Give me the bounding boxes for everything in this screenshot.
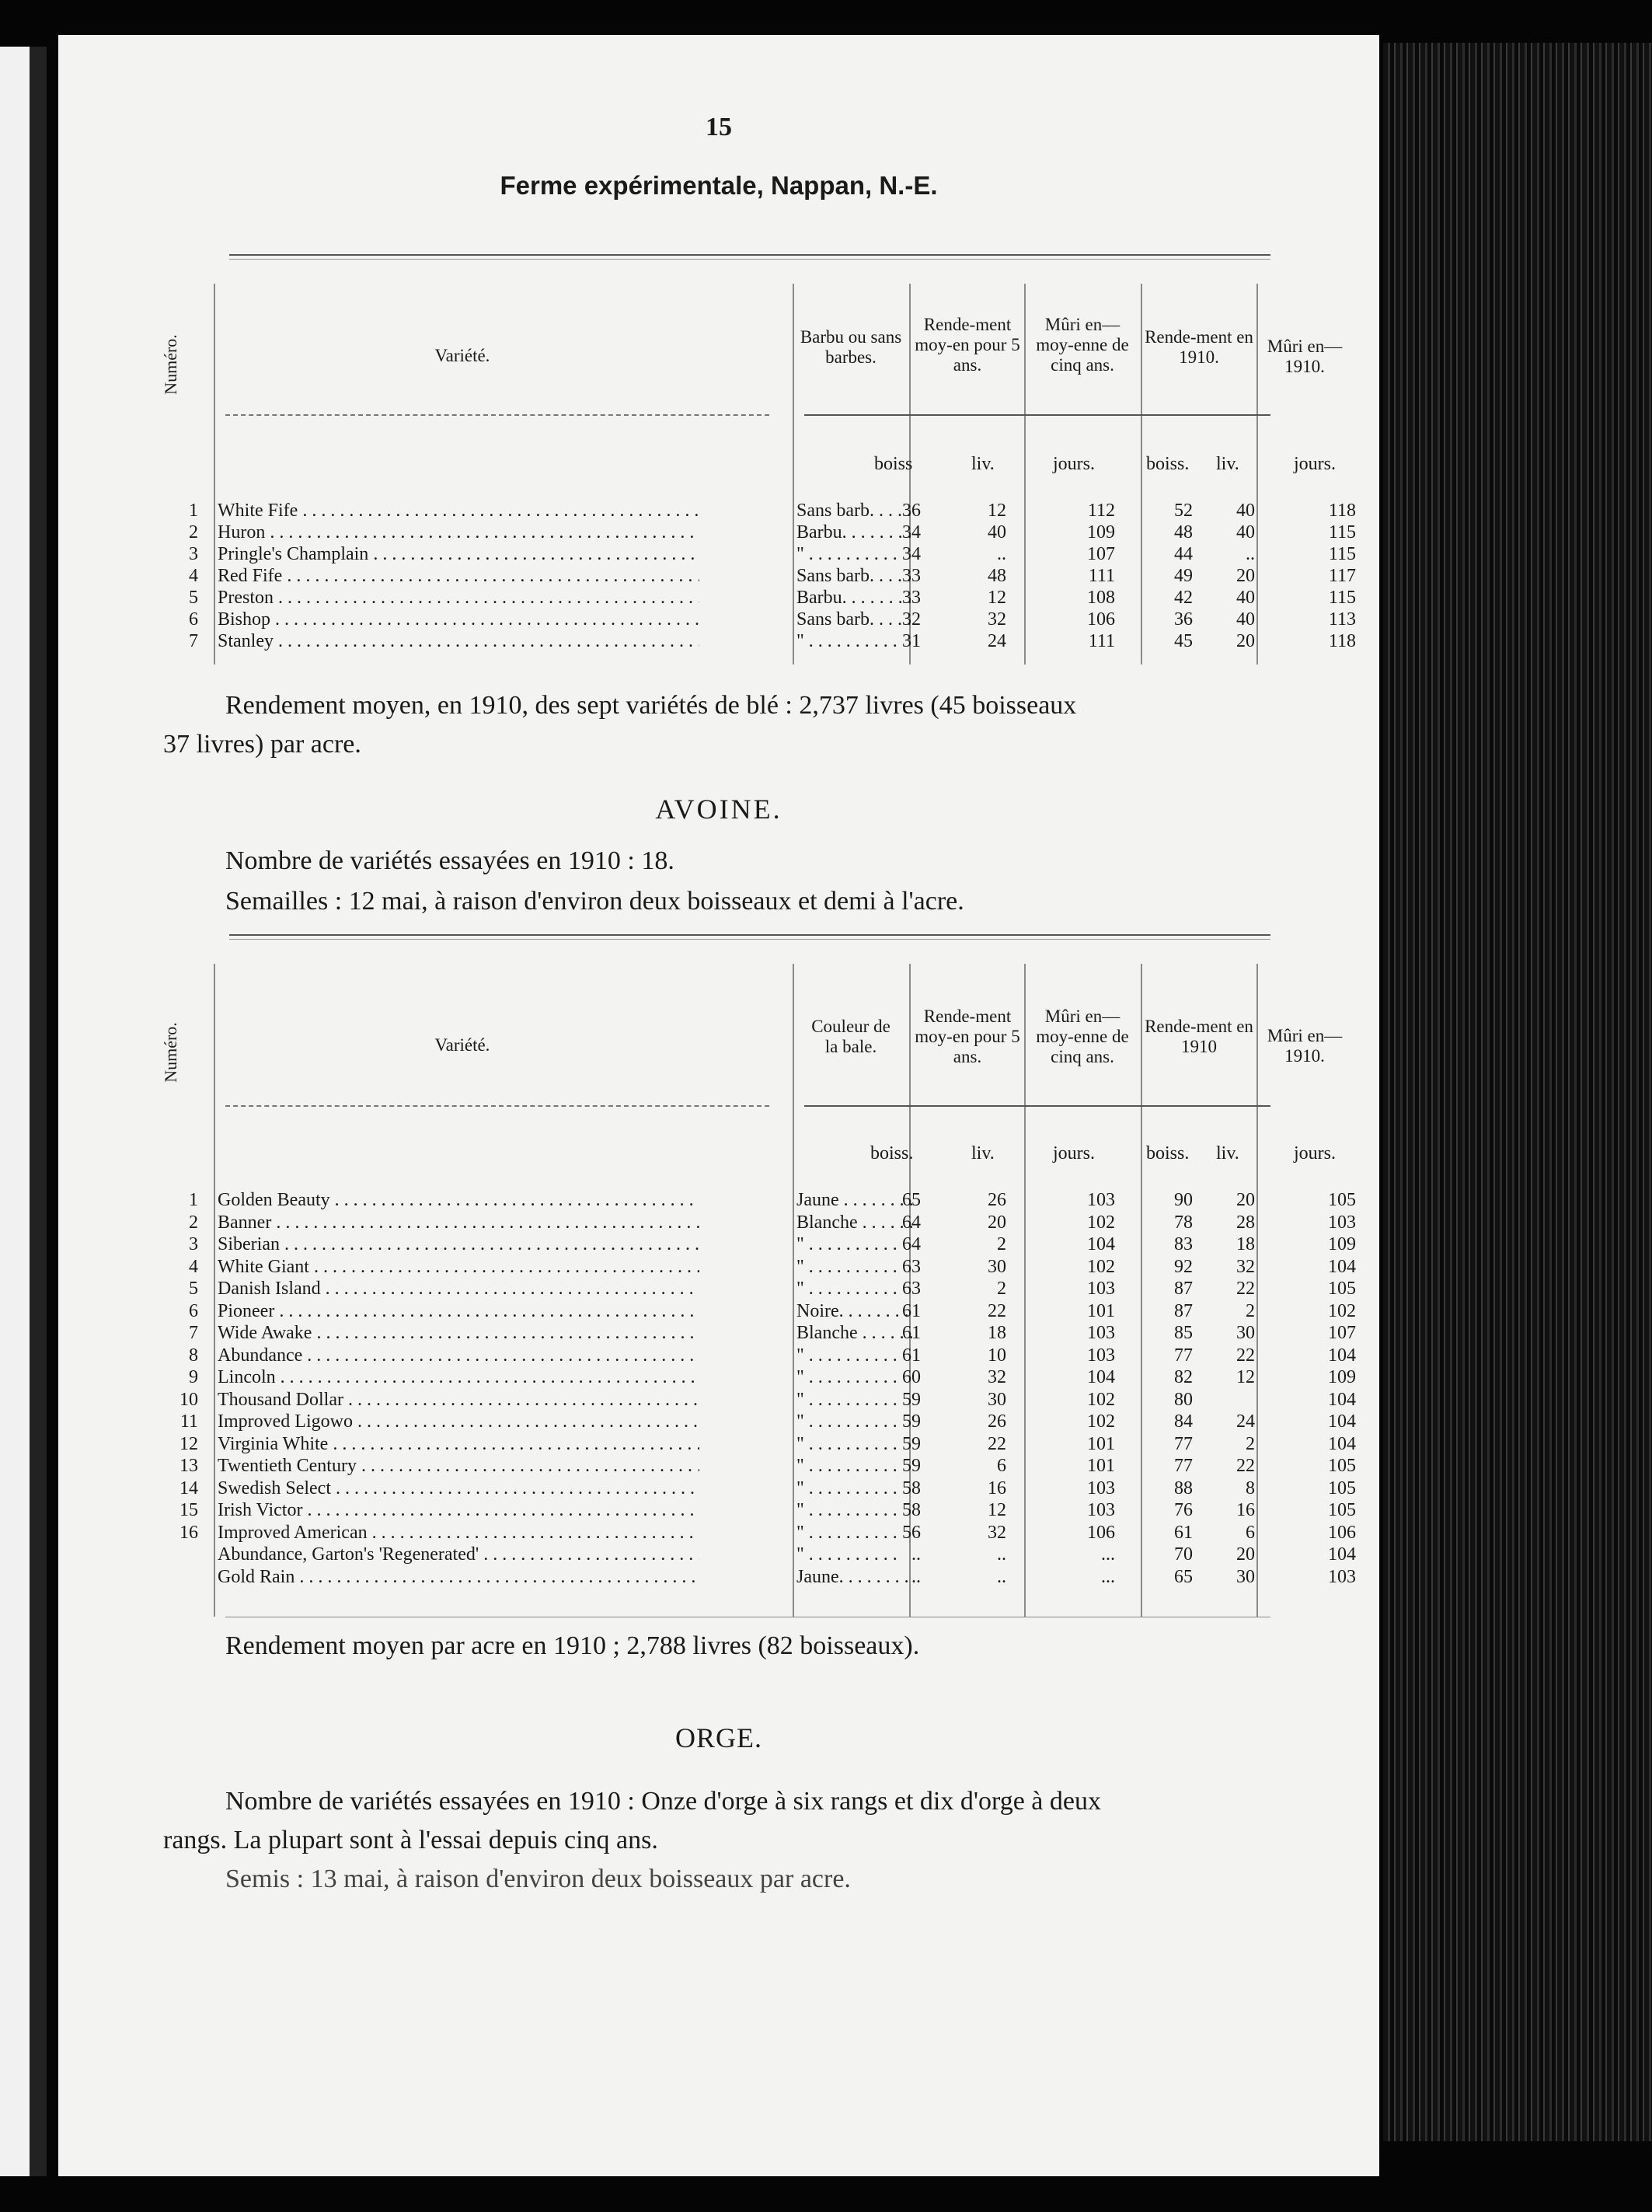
table-row	[159, 1544, 1356, 1565]
table-cell-l5: ..	[997, 1566, 1006, 1587]
table-cell-l5: 32	[988, 1522, 1006, 1543]
table-cell-b10: 92	[1174, 1256, 1193, 1277]
table1-header-mature5: Mûri en—moy-enne de cinq ans.	[1036, 315, 1129, 375]
table-cell-l10: 24	[1236, 1411, 1255, 1432]
table-cell-b5: 33	[902, 588, 921, 608]
table-cell-d10: 105	[1328, 1279, 1356, 1299]
table-cell-d10: 105	[1328, 1500, 1356, 1520]
table-cell-n: 7	[189, 1323, 198, 1343]
table-cell-d10: 109	[1328, 1367, 1356, 1387]
table-cell-l5: 30	[988, 1256, 1006, 1277]
table-cell-l5: ..	[997, 1544, 1006, 1565]
table-cell-l10: 12	[1236, 1367, 1255, 1387]
table-cell-n: 1	[189, 1190, 198, 1210]
table-cell-b10: 83	[1174, 1234, 1193, 1254]
table-row	[159, 587, 1356, 609]
orge-varieties-line2: rangs. La plupart sont à l'essai depuis cinq ans.	[163, 1826, 658, 1854]
table-cell-d10: 117	[1328, 566, 1356, 586]
table-cell-b10: 88	[1174, 1478, 1193, 1499]
table-cell-d5: 103	[1087, 1190, 1115, 1210]
table-cell-b5: 34	[902, 544, 921, 564]
table-cell-n: 2	[189, 522, 198, 543]
table-cell-b10: 45	[1174, 631, 1193, 651]
table-row	[159, 1345, 1356, 1366]
table1-units-row: boiss liv. jours. boiss. liv. jours.	[874, 454, 1336, 474]
table-cell-b5: 59	[902, 1411, 921, 1432]
section-title-avoine: AVOINE.	[655, 794, 782, 825]
table-cell-b5: 31	[902, 631, 921, 651]
table-cell-l5: 26	[988, 1411, 1006, 1432]
table-cell-beard: " . . .	[796, 630, 913, 652]
table-cell-n: 14	[179, 1478, 198, 1499]
table-cell-b10: 84	[1174, 1411, 1193, 1432]
table-cell-b10: 49	[1174, 566, 1193, 586]
table-cell-b10: 90	[1174, 1190, 1193, 1210]
table-row	[159, 1212, 1356, 1233]
table-cell-name: Thousand Dollar . . .	[218, 1389, 699, 1411]
table-cell-l10: 22	[1236, 1456, 1255, 1476]
table-cell-l5: 18	[988, 1323, 1006, 1343]
table-cell-l10: 20	[1236, 566, 1255, 586]
table-cell-l10: 2	[1246, 1433, 1255, 1454]
table-cell-n: 4	[189, 1256, 198, 1277]
page-number: 15	[706, 113, 732, 141]
table1-header-variety: Variété.	[434, 346, 490, 365]
table-cell-l10: 40	[1236, 609, 1255, 630]
table-cell-name: White Fife . . .	[218, 500, 699, 522]
table2-header-num: Numéro.	[161, 1022, 180, 1083]
table-cell-b5: 34	[902, 522, 921, 543]
table-cell-l10: 30	[1236, 1566, 1255, 1587]
table-cell-b5: 63	[902, 1256, 921, 1277]
table-cell-l10: 20	[1236, 1544, 1255, 1565]
table-cell-name: Gold Rain . . .	[218, 1566, 699, 1588]
table-cell-color: " . . .	[796, 1389, 913, 1411]
document-page	[58, 35, 1379, 2176]
table-cell-n: 12	[179, 1433, 198, 1454]
table-cell-d5: 103	[1087, 1279, 1115, 1299]
table-cell-name: Improved Ligowo . . .	[218, 1411, 699, 1432]
table-cell-name: Siberian . . .	[218, 1233, 699, 1255]
table-cell-name: Virginia White . . .	[218, 1433, 699, 1455]
table-cell-color: " . . .	[796, 1544, 913, 1565]
table-cell-l10: 20	[1236, 1190, 1255, 1210]
table-cell-b10: 77	[1174, 1456, 1193, 1476]
table-cell-n: 1	[189, 501, 198, 521]
table-cell-b5: ..	[911, 1544, 921, 1565]
table-cell-color: Blanche . . .	[796, 1212, 913, 1233]
table-cell-b5: 61	[902, 1323, 921, 1343]
table-cell-d5: ...	[1101, 1544, 1115, 1565]
table-cell-color: " . . .	[796, 1256, 913, 1278]
table-cell-b5: 64	[902, 1234, 921, 1254]
table-cell-b10: 82	[1174, 1367, 1193, 1387]
table-cell-l5: 16	[988, 1478, 1006, 1499]
table-cell-l10: ..	[1246, 544, 1255, 564]
table-cell-b10: 78	[1174, 1212, 1193, 1233]
table-cell-d10: 115	[1328, 522, 1356, 543]
table-cell-d5: 103	[1087, 1478, 1115, 1499]
table-cell-b5: 56	[902, 1522, 921, 1543]
table-cell-color: " . . .	[796, 1499, 913, 1521]
table-cell-color: Noire. . . .	[796, 1300, 913, 1322]
table-cell-n: 7	[189, 631, 198, 651]
table-cell-d5: 104	[1087, 1367, 1115, 1387]
table-cell-color: " . . .	[796, 1433, 913, 1455]
table-cell-beard: " . . .	[796, 543, 913, 565]
table-cell-d5: 102	[1087, 1389, 1115, 1410]
table-cell-color: Jaune. . . .	[796, 1566, 913, 1588]
table-cell-d5: 111	[1088, 566, 1115, 586]
table-cell-name: Huron . . .	[218, 522, 699, 543]
book-page-edges	[1383, 43, 1652, 2141]
table1-header-beard: Barbu ou sans barbes.	[800, 327, 902, 367]
table-cell-name: Banner . . .	[218, 1212, 699, 1233]
table-cell-d10: 103	[1328, 1566, 1356, 1587]
table-cell-b5: 61	[902, 1345, 921, 1366]
table-row	[159, 1411, 1356, 1432]
table-row	[159, 630, 1356, 652]
table-cell-n: 15	[179, 1500, 198, 1520]
table-cell-d10: 115	[1328, 588, 1356, 608]
table-cell-name: Danish Island . . .	[218, 1278, 699, 1300]
table-cell-d5: 102	[1087, 1212, 1115, 1233]
table2-header-mature5: Mûri en—moy-enne de cinq ans.	[1036, 1007, 1129, 1066]
table-cell-d10: 104	[1328, 1389, 1356, 1410]
table2-header-yield1910: Rende-ment en 1910	[1145, 1017, 1253, 1056]
table-cell-l10: 18	[1236, 1234, 1255, 1254]
section-title-orge: ORGE.	[675, 1722, 762, 1753]
table-cell-b5: 59	[902, 1389, 921, 1410]
table-cell-n: 4	[189, 566, 198, 586]
table-cell-d10: 118	[1328, 631, 1356, 651]
table-cell-name: Red Fife . . .	[218, 565, 699, 587]
table-cell-d5: 106	[1087, 609, 1115, 630]
table-row	[159, 500, 1356, 522]
wheat-summary-line1: Rendement moyen, en 1910, des sept variétés de blé : 2,737 livres (45 boisseaux	[225, 691, 1077, 720]
table-cell-b10: 70	[1174, 1544, 1193, 1565]
table-cell-name: White Giant . . .	[218, 1256, 699, 1278]
table-cell-l10: 32	[1236, 1256, 1255, 1277]
table-cell-l10: 40	[1236, 501, 1255, 521]
oats-table	[159, 925, 1356, 1617]
table-cell-d5: 101	[1087, 1456, 1115, 1476]
table-cell-d10: 105	[1328, 1478, 1356, 1499]
table-cell-name: Swedish Select . . .	[218, 1478, 699, 1499]
table-cell-b10: 48	[1174, 522, 1193, 543]
table-cell-d5: 111	[1088, 631, 1115, 651]
avoine-sowing-line: Semailles : 12 mai, à raison d'environ deux boisseaux et demi à l'acre.	[225, 887, 964, 916]
table-cell-l5: 10	[988, 1345, 1006, 1366]
table-cell-d5: 103	[1087, 1500, 1115, 1520]
table-cell-d10: 109	[1328, 1234, 1356, 1254]
table-cell-l10: 30	[1236, 1323, 1255, 1343]
table-cell-d10: 118	[1328, 501, 1356, 521]
table-cell-n: 11	[179, 1411, 198, 1432]
table-cell-beard: Sans barb. . . .	[796, 609, 913, 630]
table-row	[159, 1478, 1356, 1499]
table-row	[159, 1522, 1356, 1544]
table-row	[159, 522, 1356, 543]
table-row	[159, 1278, 1356, 1300]
table-cell-color: " . . .	[796, 1366, 913, 1388]
table-cell-d10: 105	[1328, 1456, 1356, 1476]
table-cell-d5: 106	[1087, 1522, 1115, 1543]
table-cell-l10: 22	[1236, 1345, 1255, 1366]
table-cell-l5: 30	[988, 1389, 1006, 1410]
table1-header-mature1910: Mûri en—1910.	[1267, 337, 1343, 376]
table-cell-n: 3	[189, 1234, 198, 1254]
table-cell-l5: 22	[988, 1300, 1006, 1321]
table-cell-b10: 61	[1174, 1522, 1193, 1543]
table2-header-variety: Variété.	[434, 1035, 490, 1055]
table-cell-l5: 32	[988, 1367, 1006, 1387]
table-cell-l5: 2	[997, 1234, 1006, 1254]
table-cell-color: Blanche . . .	[796, 1322, 913, 1344]
table-cell-name: Bishop . . .	[218, 609, 699, 630]
table-cell-d10: 115	[1328, 544, 1356, 564]
table-cell-n: 13	[179, 1456, 198, 1476]
table-cell-l5: 20	[988, 1212, 1006, 1233]
table-cell-color: " . . .	[796, 1455, 913, 1477]
table-cell-d10: 106	[1328, 1522, 1356, 1543]
table-cell-n: 2	[189, 1212, 198, 1233]
book-left-edge	[0, 47, 47, 2176]
table-row	[159, 1256, 1356, 1278]
table-cell-l10: 22	[1236, 1279, 1255, 1299]
table-cell-name: Improved American . . .	[218, 1522, 699, 1544]
table-cell-d5: ...	[1101, 1566, 1115, 1587]
table-cell-l10: 40	[1236, 522, 1255, 543]
table-cell-l5: 48	[988, 566, 1006, 586]
table-cell-d10: 104	[1328, 1411, 1356, 1432]
table-cell-l10: 20	[1236, 631, 1255, 651]
table2-header-color: Couleur de la bale.	[811, 1017, 890, 1056]
table-cell-d5: 103	[1087, 1345, 1115, 1366]
table-cell-l5: 22	[988, 1433, 1006, 1454]
table-cell-b5: 59	[902, 1433, 921, 1454]
table-cell-b10: 42	[1174, 588, 1193, 608]
table-cell-d5: 112	[1087, 501, 1115, 521]
table-cell-n: 10	[179, 1389, 198, 1410]
table-cell-color: " . . .	[796, 1278, 913, 1300]
table-cell-d5: 109	[1087, 522, 1115, 543]
table-cell-b5: 60	[902, 1367, 921, 1387]
table-cell-name: Irish Victor . . .	[218, 1499, 699, 1521]
table-row	[159, 1566, 1356, 1588]
table-cell-color: " . . .	[796, 1233, 913, 1255]
table-cell-name: Wide Awake . . .	[218, 1322, 699, 1344]
table-cell-name: Abundance, Garton's 'Regenerated' . . .	[218, 1544, 699, 1565]
table-cell-b10: 36	[1174, 609, 1193, 630]
table-cell-n: 6	[189, 609, 198, 630]
table-cell-color: " . . .	[796, 1478, 913, 1499]
table2-header-yield5: Rende-ment moy-en pour 5 ans.	[915, 1007, 1020, 1066]
table-cell-name: Abundance . . .	[218, 1345, 699, 1366]
table-cell-b10: 87	[1174, 1279, 1193, 1299]
table-cell-d10: 103	[1328, 1212, 1356, 1233]
table-cell-b5: ..	[911, 1566, 921, 1587]
table-row	[159, 1433, 1356, 1455]
table-cell-n: 6	[189, 1300, 198, 1321]
table-cell-d10: 105	[1328, 1190, 1356, 1210]
table2-header-mature1910: Mûri en—1910.	[1267, 1026, 1343, 1066]
table-cell-l5: 40	[988, 522, 1006, 543]
table-cell-name: Pioneer . . .	[218, 1300, 699, 1322]
table-cell-b5: 36	[902, 501, 921, 521]
table-cell-d10: 107	[1328, 1323, 1356, 1343]
table-row	[159, 1322, 1356, 1344]
oats-summary: Rendement moyen par acre en 1910 ; 2,788 livres (82 boisseaux).	[225, 1631, 920, 1660]
table-cell-b5: 32	[902, 609, 921, 630]
table-cell-b10: 76	[1174, 1500, 1193, 1520]
avoine-varieties-line: Nombre de variétés essayées en 1910 : 18.	[225, 846, 674, 875]
table-row	[159, 543, 1356, 565]
table-cell-d10: 104	[1328, 1256, 1356, 1277]
table-cell-n: 16	[179, 1522, 198, 1543]
table-cell-name: Twentieth Century . . .	[218, 1455, 699, 1477]
table-cell-name: Golden Beauty . . .	[218, 1189, 699, 1211]
table-cell-name: Stanley . . .	[218, 630, 699, 652]
table-cell-d5: 102	[1087, 1411, 1115, 1432]
table-cell-l5: 12	[988, 1500, 1006, 1520]
table-cell-beard: Barbu. . . .	[796, 587, 913, 609]
table-row	[159, 565, 1356, 587]
table-cell-d10: 104	[1328, 1345, 1356, 1366]
table-cell-b10: 87	[1174, 1300, 1193, 1321]
table-cell-l10: 2	[1246, 1300, 1255, 1321]
table-cell-b10: 85	[1174, 1323, 1193, 1343]
table-cell-beard: Sans barb. . . .	[796, 565, 913, 587]
table-cell-l10: 28	[1236, 1212, 1255, 1233]
table-cell-n: 9	[189, 1367, 198, 1387]
table-cell-l5: 12	[988, 588, 1006, 608]
table-cell-l10: 16	[1236, 1500, 1255, 1520]
table-cell-d5: 101	[1087, 1433, 1115, 1454]
table-cell-d5: 108	[1087, 588, 1115, 608]
table-cell-beard: Sans barb. . . .	[796, 500, 913, 522]
table-cell-n: 5	[189, 1279, 198, 1299]
table-cell-d10: 104	[1328, 1544, 1356, 1565]
table-row	[159, 1366, 1356, 1388]
table-cell-l5: ..	[997, 544, 1006, 564]
table-cell-b10: 65	[1174, 1566, 1193, 1587]
table-row	[159, 1455, 1356, 1477]
table-row	[159, 1189, 1356, 1211]
table1-header-num: Numéro.	[161, 334, 180, 395]
table-cell-l10: 6	[1246, 1522, 1255, 1543]
table-cell-l5: 2	[997, 1279, 1006, 1299]
wheat-table	[159, 245, 1356, 665]
table-row	[159, 609, 1356, 630]
table-cell-d5: 102	[1087, 1256, 1115, 1277]
table-cell-l5: 6	[997, 1456, 1006, 1476]
table-row	[159, 1300, 1356, 1322]
table-cell-b5: 59	[902, 1456, 921, 1476]
table-cell-name: Preston . . .	[218, 587, 699, 609]
table1-header-yield1910: Rende-ment en 1910.	[1145, 327, 1253, 367]
table-cell-b5: 65	[902, 1190, 921, 1210]
table-cell-n: 8	[189, 1345, 198, 1366]
table-row	[159, 1233, 1356, 1255]
table-cell-d10: 102	[1328, 1300, 1356, 1321]
table-cell-color: " . . .	[796, 1411, 913, 1432]
table-cell-b5: 64	[902, 1212, 921, 1233]
table1-header-yield5: Rende-ment moy-en pour 5 ans.	[915, 315, 1020, 375]
orge-varieties-line1: Nombre de variétés essayées en 1910 : Onze d'orge à six rangs et dix d'orge à deux	[225, 1787, 1101, 1816]
table-cell-d5: 104	[1087, 1234, 1115, 1254]
table-cell-l5: 26	[988, 1190, 1006, 1210]
table-cell-b10: 52	[1174, 501, 1193, 521]
table-cell-name: Pringle's Champlain . . .	[218, 543, 699, 565]
table-cell-l10: 40	[1236, 588, 1255, 608]
table-cell-name: Lincoln . . .	[218, 1366, 699, 1388]
table-cell-l5: 32	[988, 609, 1006, 630]
table-cell-color: " . . .	[796, 1345, 913, 1366]
table-cell-d5: 107	[1087, 544, 1115, 564]
table-cell-l5: 24	[988, 631, 1006, 651]
table-cell-b10: 80	[1174, 1389, 1193, 1410]
table-cell-b10: 77	[1174, 1433, 1193, 1454]
table-cell-b5: 58	[902, 1500, 921, 1520]
table-cell-d5: 103	[1087, 1323, 1115, 1343]
table-cell-beard: Barbu. . . .	[796, 522, 913, 543]
wheat-summary-line2: 37 livres) par acre.	[163, 730, 361, 759]
table-cell-n: 3	[189, 544, 198, 564]
table-cell-b10: 44	[1174, 544, 1193, 564]
orge-sowing-line: Semis : 13 mai, à raison d'environ deux boisseaux par acre.	[225, 1865, 851, 1893]
table-cell-b5: 58	[902, 1478, 921, 1499]
table-cell-b5: 33	[902, 566, 921, 586]
table-cell-b10: 77	[1174, 1345, 1193, 1366]
table-cell-d5: 101	[1087, 1300, 1115, 1321]
table-cell-l10: 8	[1246, 1478, 1255, 1499]
table-cell-b5: 61	[902, 1300, 921, 1321]
page-heading: Ferme expérimentale, Nappan, N.-E.	[500, 171, 938, 200]
table2-units-row: boiss. liv. jours. boiss. liv. jours.	[870, 1143, 1336, 1164]
table-cell-n: 5	[189, 588, 198, 608]
table-row	[159, 1499, 1356, 1521]
table-row	[159, 1389, 1356, 1411]
table-cell-b5: 63	[902, 1279, 921, 1299]
table-cell-d10: 104	[1328, 1433, 1356, 1454]
table-cell-color: " . . .	[796, 1522, 913, 1544]
table-cell-d10: 113	[1328, 609, 1356, 630]
table-cell-l5: 12	[988, 501, 1006, 521]
table-cell-color: Jaune . . .	[796, 1189, 913, 1211]
